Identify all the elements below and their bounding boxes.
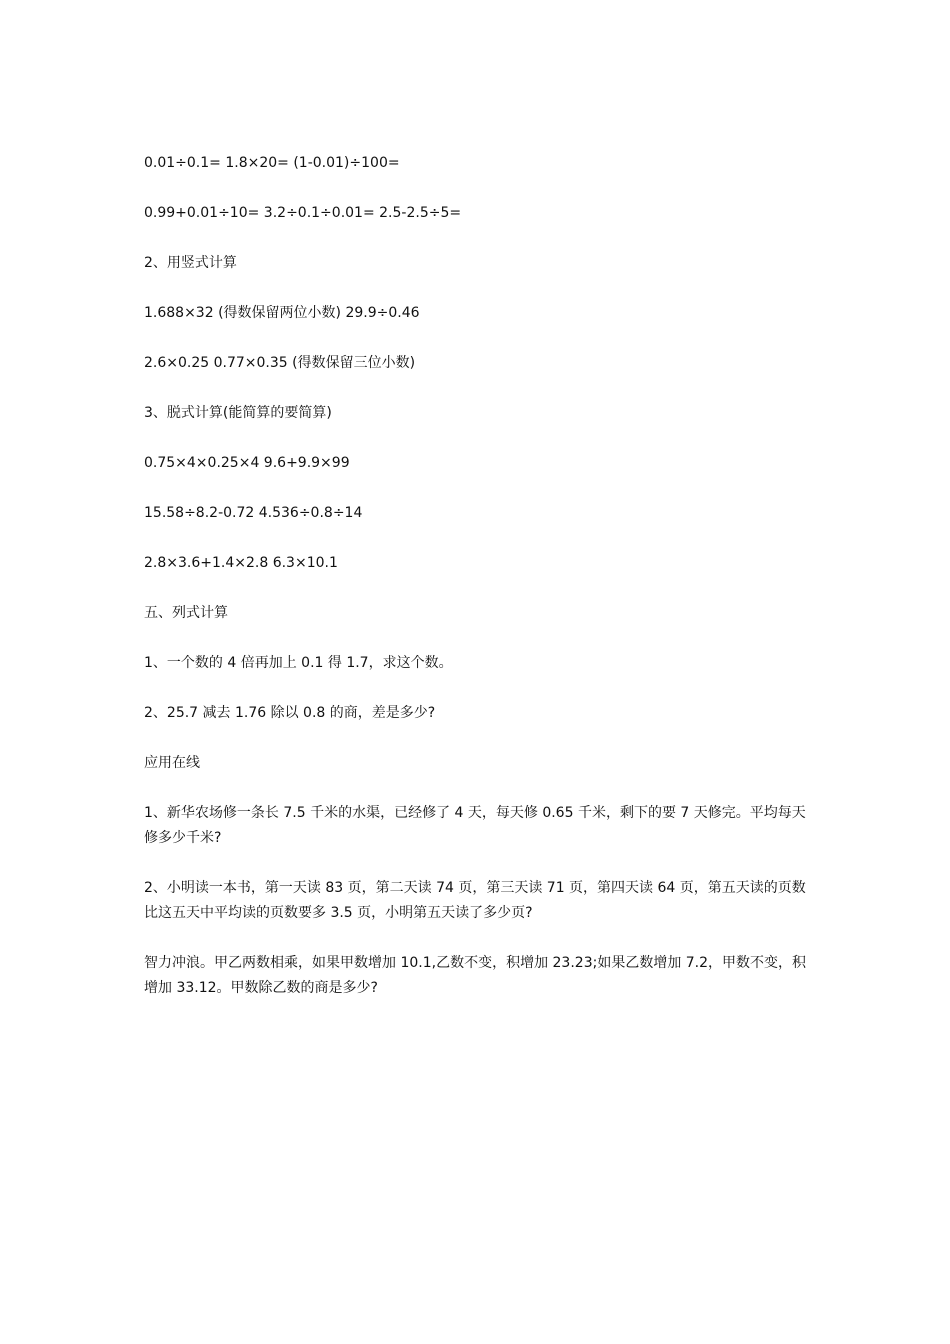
application-question-1: 1、新华农场修一条长 7.5 千米的水渠，已经修了 4 天，每天修 0.65 千米，剩下的要 7 天修完。平均每天修多少千米? [144,805,806,846]
paragraph-gap [144,326,812,351]
paragraph-gap [144,726,812,751]
paragraph-gap [144,276,812,301]
paragraph-gap [144,376,812,401]
paragraph-gap [144,226,812,251]
paragraph-gap [144,426,812,451]
section-heading-application: 应用在线 [144,755,200,771]
document-body [144,151,812,1001]
vertical-calc-line-1: 1.688×32 (得数保留两位小数) 29.9÷0.46 [144,305,420,321]
stepwise-calc-line-3: 2.8×3.6+1.4×2.8 6.3×10.1 [144,555,338,571]
paragraph-gap [144,776,812,801]
oral-calc-line-2: 0.99+0.01÷10= 3.2÷0.1÷0.01= 2.5-2.5÷5= [144,205,462,221]
vertical-calc-line-2: 2.6×0.25 0.77×0.35 (得数保留三位小数) [144,355,416,371]
paragraph-gap [144,576,812,601]
section-heading-equation-calc: 五、列式计算 [144,605,228,621]
paragraph-gap [144,851,812,876]
equation-question-1: 1、一个数的 4 倍再加上 0.1 得 1.7，求这个数。 [144,655,453,671]
application-question-2: 2、小明读一本书，第一天读 83 页，第二天读 74 页，第三天读 71 页，第四天读 64 页，第五天读的页数比这五天中平均读的页数要多 3.5 页，小明第五天读了多少页? [144,880,806,921]
paragraph-gap [144,476,812,501]
challenge-question: 智力冲浪。甲乙两数相乘，如果甲数增加 10.1,乙数不变，积增加 23.23;如果乙数增加 7.2，甲数不变，积增加 33.12。甲数除乙数的商是多少? [144,955,807,996]
section-heading-stepwise-calc: 3、脱式计算(能简算的要简算) [144,405,332,421]
paragraph-gap [144,176,812,201]
paragraph-gap [144,526,812,551]
stepwise-calc-line-1: 0.75×4×0.25×4 9.6+9.9×99 [144,455,350,471]
stepwise-calc-line-2: 15.58÷8.2-0.72 4.536÷0.8÷14 [144,505,363,521]
section-heading-vertical-calc: 2、用竖式计算 [144,255,237,271]
paragraph-gap [144,676,812,701]
paragraph-gap [144,926,812,951]
paragraph-gap [144,626,812,651]
oral-calc-line-1: 0.01÷0.1= 1.8×20= (1-0.01)÷100= [144,155,400,171]
equation-question-2: 2、25.7 减去 1.76 除以 0.8 的商，差是多少? [144,705,436,721]
